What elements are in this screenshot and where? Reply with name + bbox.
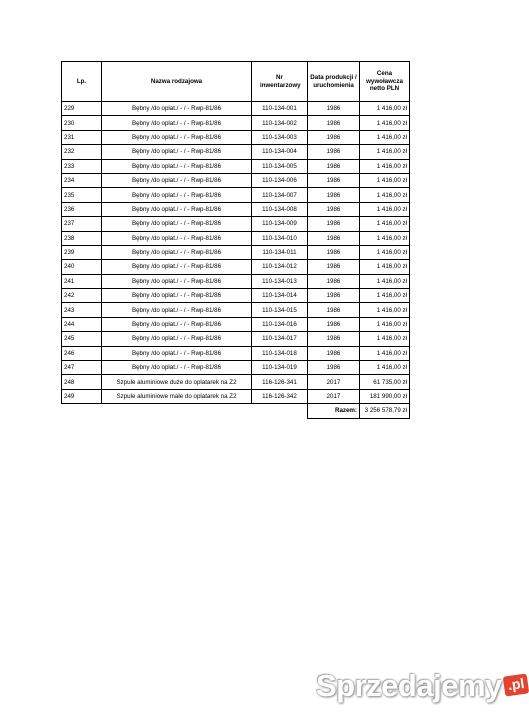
cell-lp: 237 — [62, 217, 102, 231]
cell-lp: 246 — [62, 346, 102, 360]
cell-inventory: 110-134-003 — [252, 130, 308, 144]
cell-date: 2017 — [308, 375, 360, 389]
cell-name: Bębny /do oplat./ - / - Rwp-81/86 — [102, 303, 252, 317]
cell-price: 1 416,00 zł — [360, 346, 410, 360]
cell-date: 1986 — [308, 116, 360, 130]
table-row — [62, 217, 410, 231]
table-row — [62, 130, 410, 144]
table-row — [62, 303, 410, 317]
cell-date: 1986 — [308, 130, 360, 144]
cell-date: 1986 — [308, 145, 360, 159]
table-row — [62, 231, 410, 245]
cell-date: 1986 — [308, 317, 360, 331]
cell-lp: 231 — [62, 130, 102, 144]
cell-date: 1986 — [308, 274, 360, 288]
cell-name: Bębny /do oplat./ - / - Rwp-81/86 — [102, 245, 252, 259]
cell-date: 1986 — [308, 361, 360, 375]
cell-lp: 234 — [62, 173, 102, 187]
cell-price: 1 416,00 zł — [360, 289, 410, 303]
table-row — [62, 289, 410, 303]
cell-inventory: 116-126-342 — [252, 389, 308, 403]
table-row — [62, 245, 410, 259]
cell-date: 1986 — [308, 260, 360, 274]
table-row — [62, 375, 410, 389]
cell-name: Bębny /do oplat./ - / - Rwp-81/86 — [102, 173, 252, 187]
cell-name: Bębny /do oplat./ - / - Rwp-81/86 — [102, 217, 252, 231]
cell-lp: 229 — [62, 102, 102, 116]
cell-inventory: 110-134-018 — [252, 346, 308, 360]
cell-inventory: 110-134-007 — [252, 188, 308, 202]
cell-lp: 241 — [62, 274, 102, 288]
cell-price: 1 416,00 zł — [360, 130, 410, 144]
cell-lp: 230 — [62, 116, 102, 130]
cell-name: Bębny /do oplat./ - / - Rwp-81/86 — [102, 188, 252, 202]
summary-label: Razem: — [308, 404, 360, 418]
cell-price: 61 735,00 zł — [360, 375, 410, 389]
table-row — [62, 116, 410, 130]
cell-price: 1 416,00 zł — [360, 159, 410, 173]
cell-inventory: 110-134-002 — [252, 116, 308, 130]
cell-inventory: 110-134-016 — [252, 317, 308, 331]
table-row — [62, 202, 410, 216]
summary-row — [62, 404, 410, 418]
cell-inventory: 110-134-013 — [252, 274, 308, 288]
cell-lp: 247 — [62, 361, 102, 375]
cell-lp: 245 — [62, 332, 102, 346]
cell-lp: 249 — [62, 389, 102, 403]
cell-price: 1 416,00 zł — [360, 102, 410, 116]
cell-date: 1986 — [308, 303, 360, 317]
cell-price: 1 416,00 zł — [360, 231, 410, 245]
cell-name: Bębny /do oplat./ - / - Rwp-81/86 — [102, 116, 252, 130]
cell-name: Bębny /do oplat./ - / - Rwp-81/86 — [102, 317, 252, 331]
cell-price: 1 416,00 zł — [360, 260, 410, 274]
cell-date: 1986 — [308, 202, 360, 216]
cell-price: 181 990,00 zł — [360, 389, 410, 403]
cell-lp: 242 — [62, 289, 102, 303]
cell-date: 1986 — [308, 159, 360, 173]
table-row — [62, 332, 410, 346]
cell-price: 1 416,00 zł — [360, 303, 410, 317]
table-body — [62, 102, 410, 404]
cell-inventory: 110-134-001 — [252, 102, 308, 116]
cell-name: Bębny /do oplat./ - / - Rwp-81/86 — [102, 231, 252, 245]
cell-inventory: 110-134-014 — [252, 289, 308, 303]
cell-price: 1 416,00 zł — [360, 173, 410, 187]
cell-inventory: 116-126-341 — [252, 375, 308, 389]
cell-lp: 239 — [62, 245, 102, 259]
inventory-table — [61, 61, 410, 419]
table-row — [62, 173, 410, 187]
cell-price: 1 416,00 zł — [360, 332, 410, 346]
cell-name: Bębny /do oplat./ - / - Rwp-81/86 — [102, 130, 252, 144]
header-row — [62, 62, 410, 102]
cell-inventory: 110-134-012 — [252, 260, 308, 274]
cell-inventory: 110-134-008 — [252, 202, 308, 216]
table-row — [62, 145, 410, 159]
table-row — [62, 102, 410, 116]
table-row — [62, 274, 410, 288]
cell-inventory: 110-134-015 — [252, 303, 308, 317]
table-row — [62, 361, 410, 375]
cell-name: Bębny /do oplat./ - / - Rwp-81/86 — [102, 260, 252, 274]
cell-date: 1986 — [308, 217, 360, 231]
cell-lp: 238 — [62, 231, 102, 245]
cell-date: 1986 — [308, 289, 360, 303]
cell-inventory: 110-134-005 — [252, 159, 308, 173]
cell-inventory: 110-134-011 — [252, 245, 308, 259]
cell-lp: 235 — [62, 188, 102, 202]
cell-date: 1986 — [308, 245, 360, 259]
cell-name: Bębny /do oplat./ - / - Rwp-81/86 — [102, 102, 252, 116]
cell-name: Bębny /do oplat./ - / - Rwp-81/86 — [102, 332, 252, 346]
watermark-brand: Sprzedajemy — [316, 668, 502, 703]
cell-name: Bębny /do oplat./ - / - Rwp-81/86 — [102, 159, 252, 173]
cell-lp: 244 — [62, 317, 102, 331]
cell-price: 1 416,00 zł — [360, 317, 410, 331]
cell-date: 1986 — [308, 102, 360, 116]
cell-lp: 233 — [62, 159, 102, 173]
table-row — [62, 389, 410, 403]
cell-lp: 232 — [62, 145, 102, 159]
cell-lp: 240 — [62, 260, 102, 274]
cell-lp: 236 — [62, 202, 102, 216]
cell-name: Szpule aluminiowe duże do oplatarek na Z2 — [102, 375, 252, 389]
cell-date: 1986 — [308, 346, 360, 360]
header-inventory: Nr inwentarzowy — [252, 62, 308, 102]
cell-name: Bębny /do oplat./ - / - Rwp-81/86 — [102, 346, 252, 360]
cell-lp: 248 — [62, 375, 102, 389]
cell-inventory: 110-134-017 — [252, 332, 308, 346]
table-row — [62, 260, 410, 274]
cell-name: Bębny /do oplat./ - / - Rwp-81/86 — [102, 361, 252, 375]
header-date: Data produkcji / uruchomienia — [308, 62, 360, 102]
cell-inventory: 110-134-010 — [252, 231, 308, 245]
cell-date: 1986 — [308, 231, 360, 245]
header-price: Cena wywoławcza netto PLN — [360, 62, 410, 102]
cell-inventory: 110-134-019 — [252, 361, 308, 375]
cell-name: Bębny /do oplat./ - / - Rwp-81/86 — [102, 274, 252, 288]
cell-inventory: 110-134-009 — [252, 217, 308, 231]
cell-date: 1986 — [308, 173, 360, 187]
table-row — [62, 317, 410, 331]
cell-name: Bębny /do oplat./ - / - Rwp-81/86 — [102, 289, 252, 303]
summary-value: 3 256 578,79 zł — [360, 404, 410, 418]
cell-name: Szpule aluminiowe małe do oplatarek na Z2 — [102, 389, 252, 403]
cell-name: Bębny /do oplat./ - / - Rwp-81/86 — [102, 202, 252, 216]
cell-price: 1 416,00 zł — [360, 202, 410, 216]
cell-date: 1986 — [308, 332, 360, 346]
cell-date: 1986 — [308, 188, 360, 202]
cell-lp: 243 — [62, 303, 102, 317]
header-lp: Lp. — [62, 62, 102, 102]
cell-price: 1 416,00 zł — [360, 245, 410, 259]
table-row — [62, 159, 410, 173]
table-row — [62, 346, 410, 360]
cell-price: 1 416,00 zł — [360, 361, 410, 375]
watermark-logo — [316, 666, 528, 706]
cell-price: 1 416,00 zł — [360, 217, 410, 231]
table-row — [62, 188, 410, 202]
cell-date: 2017 — [308, 389, 360, 403]
cell-inventory: 110-134-004 — [252, 145, 308, 159]
watermark-tld: .pl — [502, 673, 529, 696]
cell-inventory: 110-134-006 — [252, 173, 308, 187]
cell-price: 1 416,00 zł — [360, 145, 410, 159]
header-name: Nazwa rodzajowa — [102, 62, 252, 102]
cell-price: 1 416,00 zł — [360, 188, 410, 202]
cell-price: 1 416,00 zł — [360, 116, 410, 130]
cell-price: 1 416,00 zł — [360, 274, 410, 288]
cell-name: Bębny /do oplat./ - / - Rwp-81/86 — [102, 145, 252, 159]
